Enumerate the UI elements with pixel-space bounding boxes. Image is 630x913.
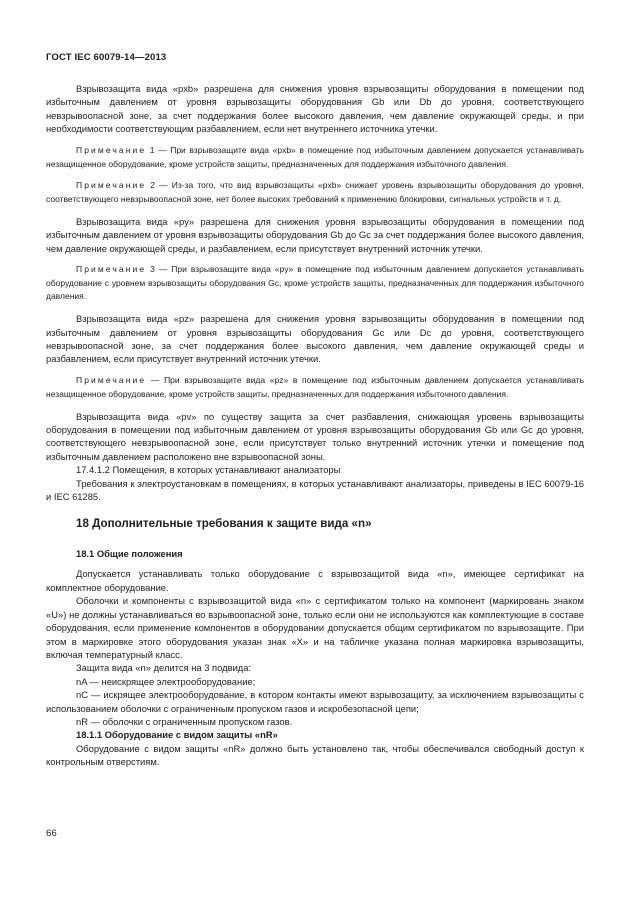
paragraph-py: Взрывозащита вида «py» разрешена для снижения уровня взрывозащиты оборудования в помещении под избыточным давлением от уровня взрывозащиты оборудования Gb до Gc за счет поддержания более высокого давления, чем давление окружающей среды, и разбавлением, если присутствует внутренний источник утечки. xyxy=(46,215,584,254)
note-1 xyxy=(46,144,584,171)
paragraph-s2: Оболочки и компоненты с взрывозащитой вида «n» с сертификатом только на компонент (маркировань знаком «U») не должны устанавливаться во взрывоопасной зоне, только если они не используются как комплектующие в составе оборудования, если применение компонентов в оборудовании допускается общим сертификатом по взрывозащите. При этом в маркировке этого оборудования указан знак «X» и на табличке указана полная маркировка взрывозащиты, включая температурный класс. xyxy=(46,595,584,660)
note-text: — При взрывозащите вида «pz» в помещение под избыточным давлением допускается устанавливать незащищенное оборудование, кроме устройств защиты, предназначенных для поддержания избыточного давления. xyxy=(46,375,584,399)
note-label: Примечание xyxy=(76,264,147,275)
paragraph-analyzers: Требования к электроустановкам в помещениях, в которых устанавливают анализаторы, приведены в IEC 60079-16 и IEC 61285. xyxy=(46,477,584,503)
note-text: 1 — При взрывозащите вида «pxb» в помещение под избыточным давлением допускается устанавливать незащищенное оборудование, кроме устройств защиты, предназначенных для поддержания избыточного давления. xyxy=(46,145,584,169)
document-header: ГОСТ IEC 60079-14—2013 xyxy=(46,52,167,63)
list-item-nR: nR — оболочки с ограниченным пропуском газов. xyxy=(76,715,293,727)
note-label: Примечание xyxy=(76,180,147,191)
note-text: 2 — Из-за того, что вид взрывозащиты «pxb» снижает уровень взрывозащиты оборудования до уровня, соответствующего невзрывоопасной зоне, нет более высоких требований к применению блокировки, сигнальных устройств и т. д. xyxy=(46,180,584,204)
subsection-heading-18-1: 18.1 Общие положения xyxy=(76,548,183,560)
note-4 xyxy=(46,374,584,401)
list-item-nC: nC — искрящее электрооборудование, в котором контакты имеют взрывозащиту, за исключением взрывозащиты с использованием оболочки с ограниченным пропуском газов и искробезопасной цепи; xyxy=(46,689,584,714)
note-3 xyxy=(46,263,584,303)
paragraph-s7: Оборудование с видом защиты «nR» должно быть установлено так, чтобы обеспечивался свободный доступ к контрольным отверстиям. xyxy=(46,742,584,768)
clause-17-4-1-2: 17.4.1.2 Помещения, в которых устанавливают анализаторы xyxy=(76,464,341,476)
paragraph-s1: Допускается устанавливать только оборудование с взрывозащитой вида «n», имеющее сертификат на комплектное оборудование. xyxy=(46,568,584,593)
section-heading: 18 Дополнительные требования к защите вида «n» xyxy=(76,517,372,531)
note-label: Примечание xyxy=(76,375,147,386)
page-number: 66 xyxy=(46,828,57,839)
subsection-heading-18-1-1: 18.1.1 Оборудование с видом защиты «nR» xyxy=(76,729,278,741)
paragraph-pz: Взрывозащита вида «pz» разрешена для снижения уровня взрывозащиты оборудования в помещении под избыточным давлением от уровня взрывозащиты оборудования Gc или Dc до уровня, соответствующего невзрывоопасной зоне, за счет поддержания более высокого давления, чем давление окружающей среды и разбавлением, если присутствует внутренний источник утечки. xyxy=(46,313,584,365)
paragraph-s3: Защита вида «n» делится на 3 подвида: xyxy=(76,662,252,674)
note-text: 3 — При взрывозащите вида «py» в помещение под избыточным давлением допускается устанавливать оборудование с уровнем взрывозащиты оборудования Gc, кроме устройств защиты, предназначенных для поддержания избыточного давления. xyxy=(46,264,584,302)
document-body xyxy=(46,82,584,769)
paragraph-pv: Взрывозащита вида «pv» по существу защита за счет разбавления, снижающая уровень взрывозащиты оборудования в помещении под избыточным давлением от уровня взрывозащиты оборудования Gb или Gc до уровня, соответствующего невзрывоопасной зоне, если присутствует только внутренний источник утечки и помещение под избыточным давлением расположено вне взрывоопасной зоны. xyxy=(46,410,584,462)
note-2 xyxy=(46,179,584,206)
note-label: Примечание xyxy=(76,145,147,156)
paragraph-pxb: Взрывозащита вида «pxb» разрешена для снижения уровня взрывозащиты оборудования в помещении под избыточным давлением от уровня взрывозащиты оборудования Gb или Db до уровня, соответствующего невзрывоопасной зоне, за счет поддержания более высокого давления, чем давление окружающей среды, и при необходимости соответствующим разбавлением, если нет внутреннего источника утечки. xyxy=(46,83,584,135)
list-item-nA: nA — неискрящее электрооборудование; xyxy=(76,675,256,687)
